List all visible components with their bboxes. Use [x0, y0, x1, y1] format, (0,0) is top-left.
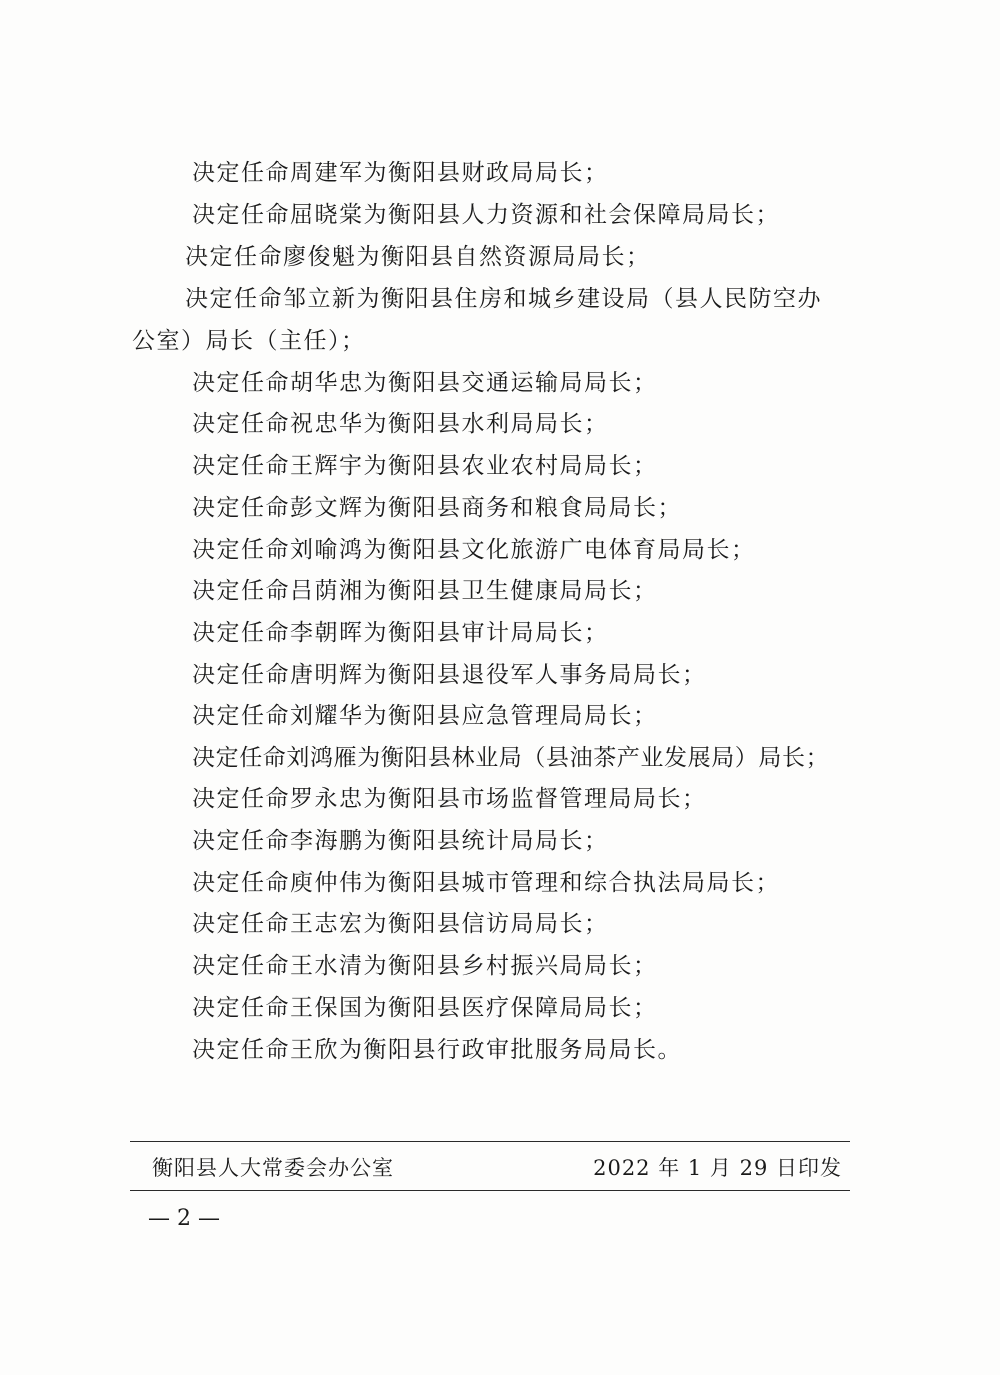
appointment-line: 决定任命彭文辉为衡阳县商务和粮食局局长；: [192, 495, 682, 521]
appointment-line-continued: 公室）局长（主任）；: [132, 328, 366, 354]
appointment-line: 决定任命吕荫湘为衡阳县卫生健康局局长；: [192, 578, 658, 604]
appointment-line: 决定任命廖俊魁为衡阳县自然资源局局长；: [185, 244, 651, 270]
appointment-line: 决定任命屈晓棠为衡阳县人力资源和社会保障局局长；: [192, 202, 780, 228]
footer-issuer: 衡阳县人大常委会办公室: [152, 1156, 394, 1180]
appointment-line: 决定任命周建军为衡阳县财政局局长；: [192, 160, 609, 186]
appointment-line: 决定任命庾仲伟为衡阳县城市管理和综合执法局局长；: [192, 870, 780, 896]
appointment-line: 决定任命刘耀华为衡阳县应急管理局局长；: [192, 703, 658, 729]
appointment-line: 决定任命李海鹏为衡阳县统计局局长；: [192, 828, 609, 854]
appointment-line: 决定任命王辉宇为衡阳县农业农村局局长；: [192, 453, 658, 479]
page-number: — 2 —: [148, 1206, 220, 1231]
footer-bottom-rule: [130, 1190, 850, 1191]
appointment-line: 决定任命罗永忠为衡阳县市场监督管理局局长；: [192, 786, 707, 812]
appointment-line: 决定任命刘喻鸿为衡阳县文化旅游广电体育局局长；: [192, 537, 756, 563]
appointment-line: 决定任命王保国为衡阳县医疗保障局局长；: [192, 995, 658, 1021]
appointment-line: 决定任命王欣为衡阳县行政审批服务局局长。: [192, 1037, 682, 1063]
appointment-line: 决定任命王志宏为衡阳县信访局局长；: [192, 911, 609, 937]
appointment-line: 决定任命邹立新为衡阳县住房和城乡建设局（县人民防空办: [185, 286, 822, 312]
appointment-line: 决定任命祝忠华为衡阳县水利局局长；: [192, 411, 609, 437]
appointment-line: 决定任命胡华忠为衡阳县交通运输局局长；: [192, 370, 658, 396]
appointment-line: 决定任命刘鸿雁为衡阳县林业局（县油茶产业发展局）局长；: [192, 745, 830, 771]
footer-date: 2022 年 1 月 29 日印发: [593, 1156, 842, 1180]
appointment-line: 决定任命唐明辉为衡阳县退役军人事务局局长；: [192, 662, 707, 688]
footer-top-rule: [130, 1141, 850, 1142]
appointment-line: 决定任命王水清为衡阳县乡村振兴局局长；: [192, 953, 658, 979]
appointment-line: 决定任命李朝晖为衡阳县审计局局长；: [192, 620, 609, 646]
